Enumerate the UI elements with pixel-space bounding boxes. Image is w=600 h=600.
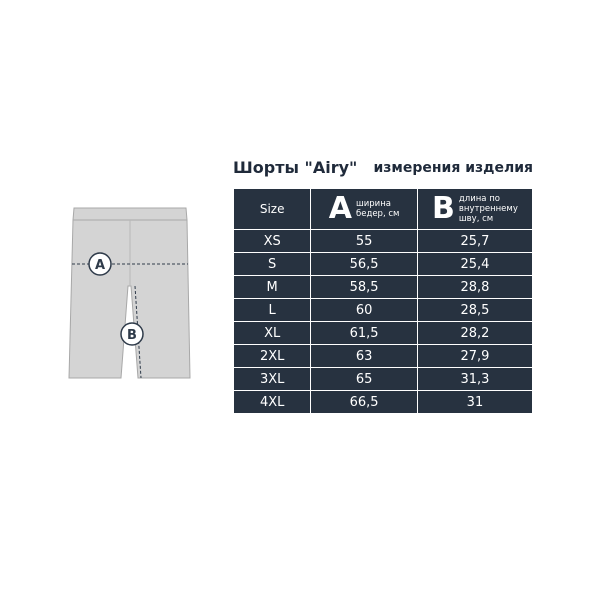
cell-hip-width: 65 <box>311 368 418 391</box>
table-row <box>234 345 533 368</box>
header-inseam-length <box>417 189 532 230</box>
table-header-row <box>234 189 533 230</box>
cell-inseam-length: 28,5 <box>417 299 532 322</box>
header-b-desc-line3: шву, см <box>458 214 494 224</box>
header-a-desc-line2: бедер, см <box>355 209 400 219</box>
cell-size: 4XL <box>234 391 311 414</box>
size-table <box>233 188 533 414</box>
cell-hip-width: 66,5 <box>311 391 418 414</box>
cell-inseam-length: 28,8 <box>417 276 532 299</box>
cell-size: XS <box>234 230 311 253</box>
header-size: Size <box>234 189 311 230</box>
chart-header <box>233 158 533 186</box>
table-row <box>234 276 533 299</box>
cell-size: L <box>234 299 311 322</box>
table-row <box>234 322 533 345</box>
cell-size: S <box>234 253 311 276</box>
cell-hip-width: 56,5 <box>311 253 418 276</box>
header-b-desc-line2: внутреннему <box>458 204 518 214</box>
table-row <box>234 391 533 414</box>
cell-hip-width: 55 <box>311 230 418 253</box>
cell-inseam-length: 28,2 <box>417 322 532 345</box>
table-row <box>234 230 533 253</box>
marker-b-label: B <box>127 328 137 343</box>
table-row <box>234 368 533 391</box>
header-a-desc <box>356 199 399 219</box>
measurements-caption: измерения изделия <box>373 160 533 176</box>
cell-hip-width: 58,5 <box>311 276 418 299</box>
header-b-desc <box>459 194 518 224</box>
cell-inseam-length: 31 <box>417 391 532 414</box>
table-row <box>234 253 533 276</box>
header-a-letter: A <box>328 191 352 226</box>
cell-inseam-length: 25,7 <box>417 230 532 253</box>
cell-inseam-length: 31,3 <box>417 368 532 391</box>
shorts-drawing <box>60 200 200 400</box>
header-b-desc-line1: длина по <box>458 194 500 204</box>
cell-inseam-length: 25,4 <box>417 253 532 276</box>
shorts-illustration <box>60 200 200 400</box>
cell-size: 3XL <box>234 368 311 391</box>
header-hip-width <box>311 189 418 230</box>
cell-size: M <box>234 276 311 299</box>
waistband <box>73 208 187 220</box>
cell-hip-width: 60 <box>311 299 418 322</box>
product-title: Шорты "Airy" <box>233 158 358 177</box>
cell-size: 2XL <box>234 345 311 368</box>
header-b-letter: B <box>432 191 455 226</box>
cell-hip-width: 61,5 <box>311 322 418 345</box>
cell-inseam-length: 27,9 <box>417 345 532 368</box>
header-a-desc-line1: ширина <box>355 199 391 209</box>
cell-size: XL <box>234 322 311 345</box>
cell-hip-width: 63 <box>311 345 418 368</box>
marker-a-label: A <box>94 258 106 273</box>
table-row <box>234 299 533 322</box>
